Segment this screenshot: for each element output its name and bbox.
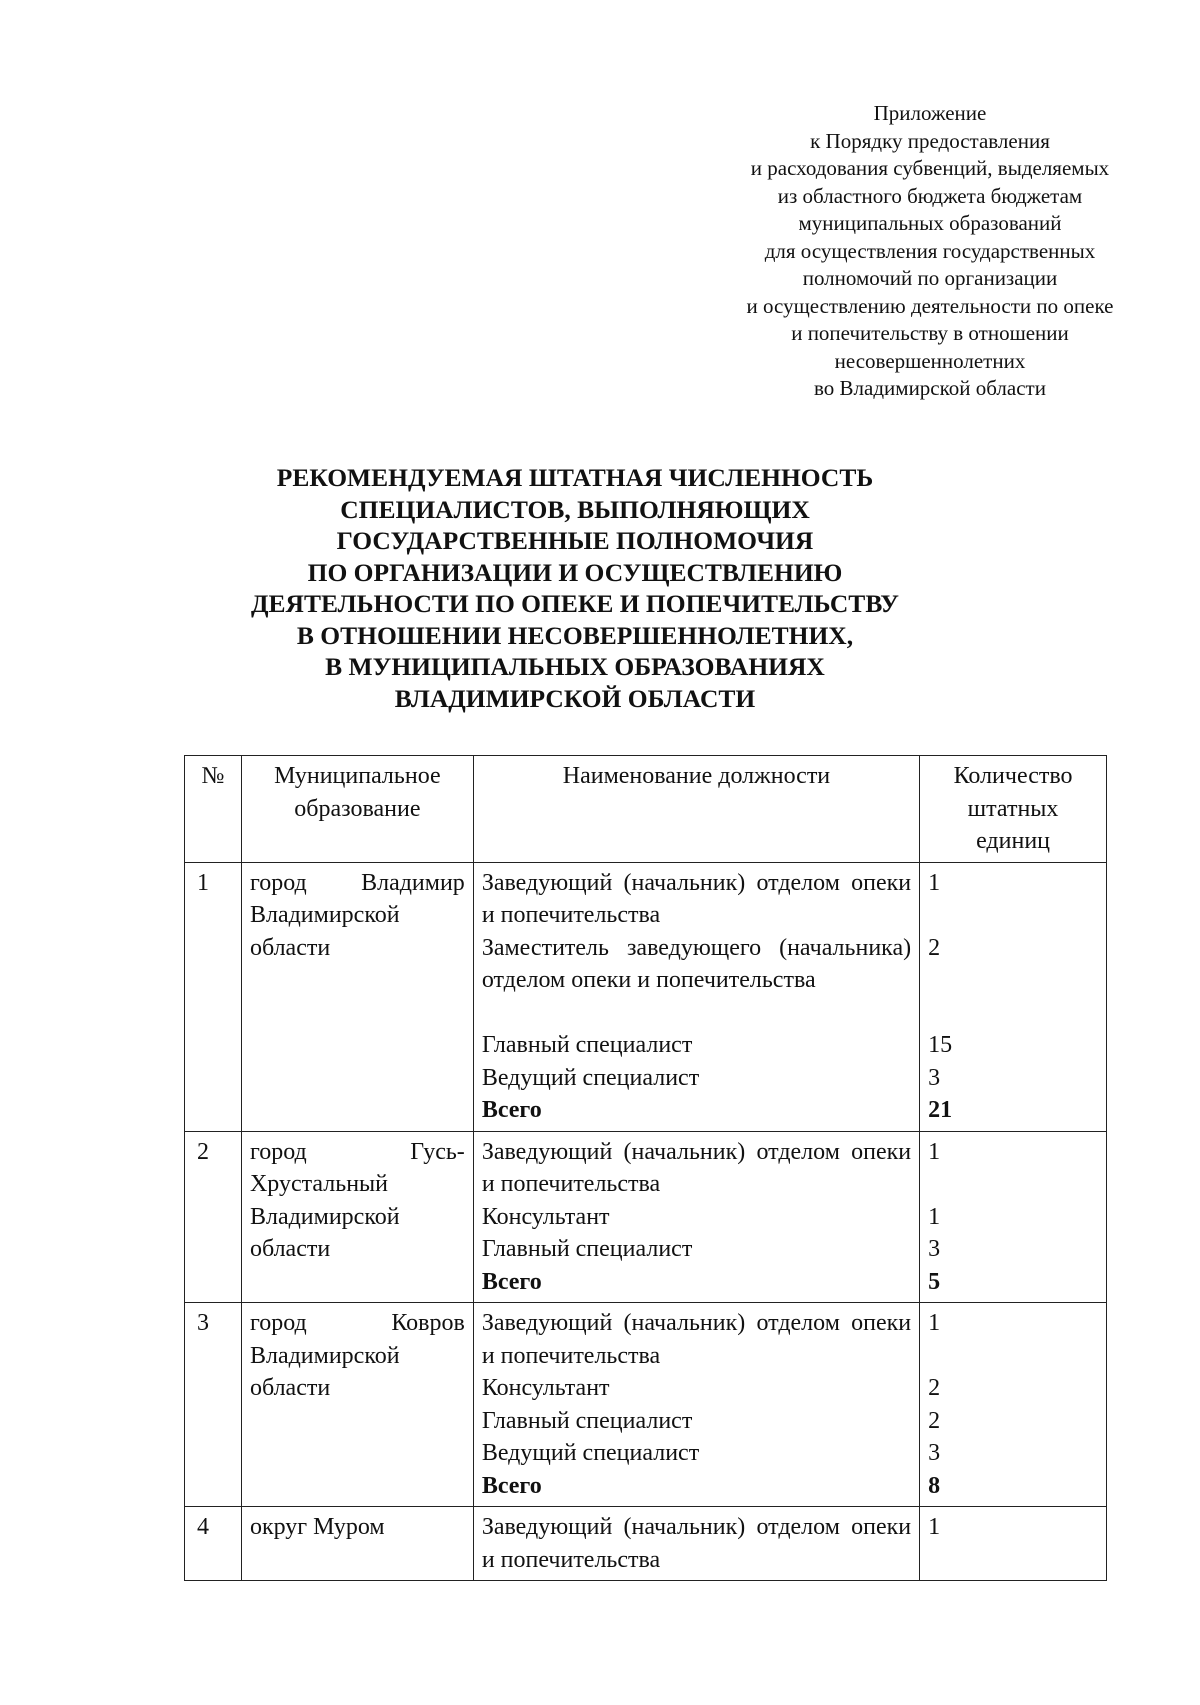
header-position: Наименование должности (473, 756, 919, 863)
appendix-line: из областного бюджета бюджетам (777, 183, 1083, 208)
total-count: 5 (928, 1268, 941, 1295)
position-count: 3 (928, 1236, 941, 1262)
counts-cell (920, 1507, 1107, 1581)
table-row (185, 1131, 1107, 1303)
position-name: Ведущий специалист (481, 1064, 700, 1091)
row-number: 4 (185, 1507, 242, 1581)
position-count: 3 (928, 1440, 941, 1466)
appendix-line: полномочий по организации (802, 266, 1058, 290)
table-body (185, 862, 1107, 1581)
position-count: 1 (928, 869, 941, 896)
position-name: Главный специалист (481, 1032, 693, 1058)
table-row (185, 862, 1107, 1131)
row-number: 2 (185, 1131, 242, 1303)
position-count: 2 (928, 1407, 941, 1434)
position-name: Заведующий (начальник) отделом опеки и попечительства (481, 1310, 912, 1369)
positions-cell (473, 1131, 919, 1303)
total-count: 8 (928, 1472, 941, 1499)
title-line: ДЕЯТЕЛЬНОСТИ ПО ОПЕКЕ И ПОПЕЧИТЕЛЬСТВУ (251, 589, 899, 618)
position-name: Ведущий специалист (481, 1440, 700, 1466)
total-label: Всего (481, 1472, 542, 1499)
position-count: 1 (928, 1514, 941, 1540)
total-label: Всего (481, 1097, 542, 1123)
table-header (185, 756, 1107, 863)
appendix-header (690, 100, 1170, 403)
appendix-line: для осуществления государственных (764, 238, 1096, 263)
header-municipality: Муниципальное образование (241, 756, 473, 863)
row-number: 3 (185, 1303, 242, 1507)
position-count: 1 (928, 1138, 941, 1165)
title-line: ПО ОРГАНИЗАЦИИ И ОСУЩЕСТВЛЕНИЮ (307, 557, 843, 587)
row-number: 1 (185, 862, 242, 1131)
appendix-line: несовершеннолетних (834, 348, 1026, 373)
appendix-line: и осуществлению деятельности по опеке (746, 293, 1114, 318)
position-count: 1 (928, 1203, 941, 1230)
municipality-cell: город Гусь-Хрустальный Владимирской области (241, 1131, 473, 1303)
position-count: 2 (928, 1375, 941, 1401)
positions-cell (473, 862, 919, 1131)
title-line: В ОТНОШЕНИИ НЕСОВЕРШЕННОЛЕТНИХ, (296, 620, 854, 650)
position-count: 15 (928, 1032, 953, 1058)
position-name: Заместитель заведующего (начальника) отделом опеки и попечительства (481, 934, 912, 993)
municipality-cell: город Владимир Владимирской области (241, 862, 473, 1131)
appendix-line: Приложение (873, 101, 987, 125)
appendix-line: муниципальных образований (798, 211, 1062, 235)
position-name: Консультант (481, 1375, 610, 1401)
position-count: 2 (928, 934, 941, 961)
position-name: Главный специалист (481, 1407, 693, 1434)
position-name: Заведующий (начальник) отделом опеки и попечительства (481, 869, 912, 928)
position-name: Заведующий (начальник) отделом опеки и попечительства (481, 1138, 912, 1197)
municipality-cell: город Ковров Владимирской области (241, 1303, 473, 1507)
header-row (185, 756, 1107, 863)
positions-cell (473, 1507, 919, 1581)
title-line: РЕКОМЕНДУЕМАЯ ШТАТНАЯ ЧИСЛЕННОСТЬ (276, 463, 874, 492)
position-count: 3 (928, 1064, 941, 1091)
title-line: СПЕЦИАЛИСТОВ, ВЫПОЛНЯЮЩИХ (340, 494, 810, 524)
total-label: Всего (481, 1268, 542, 1295)
table-row (185, 1507, 1107, 1581)
counts-cell (920, 862, 1107, 1131)
appendix-line: к Порядку предоставления (810, 128, 1050, 153)
counts-cell (920, 1303, 1107, 1507)
position-name: Заведующий (начальник) отделом опеки и попечительства (481, 1514, 912, 1573)
appendix-line: и попечительству в отношении (791, 321, 1069, 345)
municipality-cell: округ Муром (241, 1507, 473, 1581)
document-title (150, 462, 1000, 714)
position-name: Главный специалист (481, 1236, 693, 1262)
title-line: В МУНИЦИПАЛЬНЫХ ОБРАЗОВАНИЯХ (325, 652, 825, 681)
staffing-table (184, 755, 1107, 1581)
position-name: Консультант (481, 1203, 610, 1230)
appendix-line: во Владимирской области (814, 376, 1046, 400)
table-row (185, 1303, 1107, 1507)
total-count: 21 (928, 1097, 953, 1123)
header-count: Количество штатных единиц (920, 756, 1107, 863)
header-num: № (185, 756, 242, 863)
title-line: ВЛАДИМИРСКОЙ ОБЛАСТИ (394, 683, 756, 713)
title-line: ГОСУДАРСТВЕННЫЕ ПОЛНОМОЧИЯ (336, 526, 814, 555)
positions-cell (473, 1303, 919, 1507)
counts-cell (920, 1131, 1107, 1303)
position-count: 1 (928, 1310, 941, 1336)
appendix-line: и расходования субвенций, выделяемых (750, 156, 1110, 180)
